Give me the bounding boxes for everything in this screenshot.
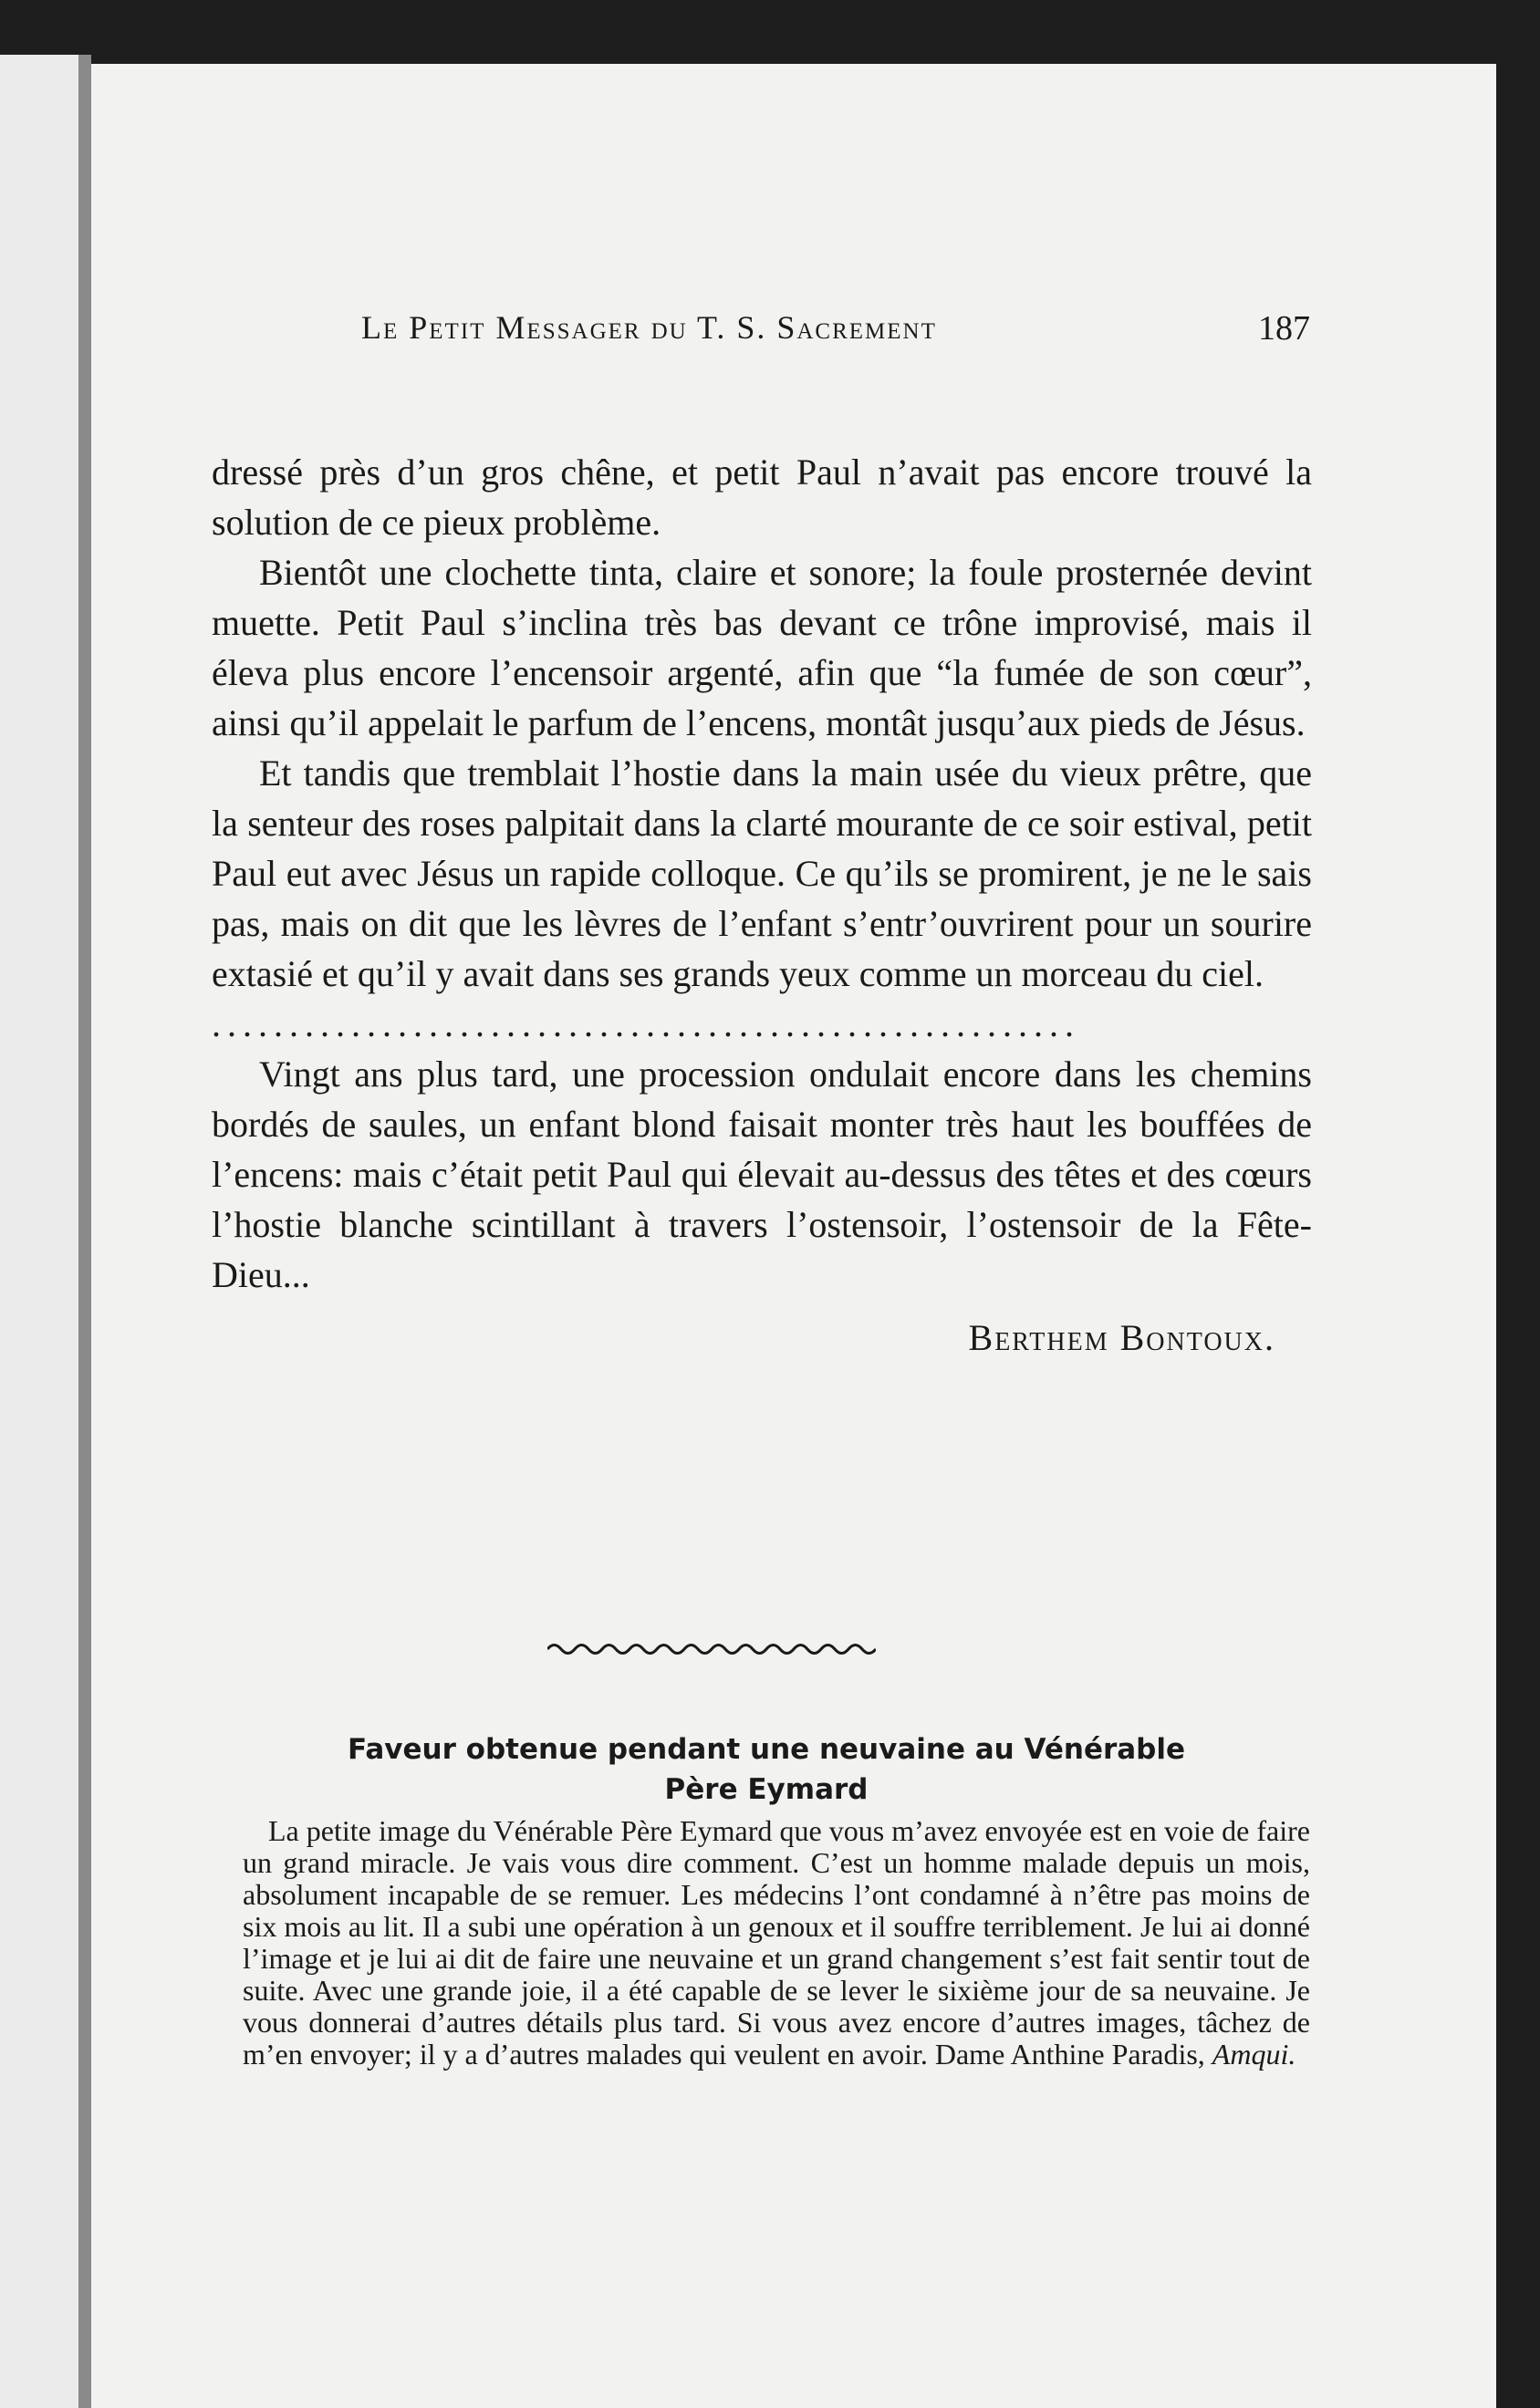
page-gutter xyxy=(78,55,91,2408)
notice-title-line-1: Faveur obtenue pendant une neuvaine au Vénérable xyxy=(347,1733,1186,1766)
paragraph-1: dressé près d’un gros chêne, et petit Paul n’avait pas encore trouvé la solution de ce pieux problème. xyxy=(212,452,1312,543)
facing-page-edge xyxy=(0,55,78,2408)
notice-title xyxy=(274,1729,1259,1810)
author-signature: Berthem Bontoux. xyxy=(968,1317,1275,1358)
notice-paragraph xyxy=(243,1815,1310,2071)
notice-place: Amqui. xyxy=(1212,2038,1296,2071)
book-page xyxy=(91,64,1496,2408)
dotted-separator: ........................................................ xyxy=(212,1003,1080,1044)
paragraph-3: Et tandis que tremblait l’hostie dans la main usée du vieux prêtre, que la senteur des roses palpitait dans la clarté mourante de ce soir estival, petit Paul eut avec Jésus un rapide colloque. Ce qu’ils se promirent, je ne le sais pas, mais on dit que les lèvres de l’enfant s’entr’ouvrirent pour un sourire extasié et qu’il y avait dans ses grands yeux comme un morceau du ciel. xyxy=(212,752,1312,994)
notice-body: La petite image du Vénérable Père Eymard que vous m’avez envoyée est en voie de faire un grand miracle. Je vais vous dire comment. C’est un homme malade depuis un mois, absolument incapable de se remuer. Les médecins l’ont condamné à n’être pas moins de six mois au lit. Il a subi une opération à un genoux et il souffre terriblement. Je lui ai donné l’image et je lui ai dit de faire une neuvaine et un grand changement s’est fait sentir tout de suite. Avec une grande joie, il a été capable de se lever le sixième jour de sa neuvaine. Je vous donnerai d’autres détails plus tard. Si vous avez encore d’autres images, tâchez de m’en envoyer; il y a d’autres malades qui veulent en avoir. Dame Anthine Paradis, xyxy=(243,1814,1310,2071)
wavy-rule-ornament xyxy=(547,1638,876,1660)
story-text xyxy=(212,447,1312,1363)
running-header xyxy=(361,308,1310,363)
notice-text xyxy=(243,1815,1310,2071)
paragraph-2: Bientôt une clochette tinta, claire et sonore; la foule prosternée devint muette. Petit Paul s’inclina très bas devant ce trône improvisé, mais il éleva plus encore l’encensoir argenté, afin que “la fumée de son cœur”, ainsi qu’il appelait le parfum de l’encens, montât jusqu’aux pieds de Jésus. xyxy=(212,552,1312,743)
paragraph-4: Vingt ans plus tard, une procession ondulait encore dans les chemins bordés de saules, un enfant blond faisait monter très haut les bouffées de l’encens: mais c’était petit Paul qui élevait au-dessus des têtes et des cœurs l’hostie blanche scintillant à travers l’ostensoir, l’ostensoir de la Fête-Dieu... xyxy=(212,1054,1312,1295)
page-number: 187 xyxy=(1258,309,1310,348)
notice-title-line-2: Père Eymard xyxy=(664,1773,869,1806)
running-title: Le Petit Messager du T. S. Sacrement xyxy=(361,309,937,346)
